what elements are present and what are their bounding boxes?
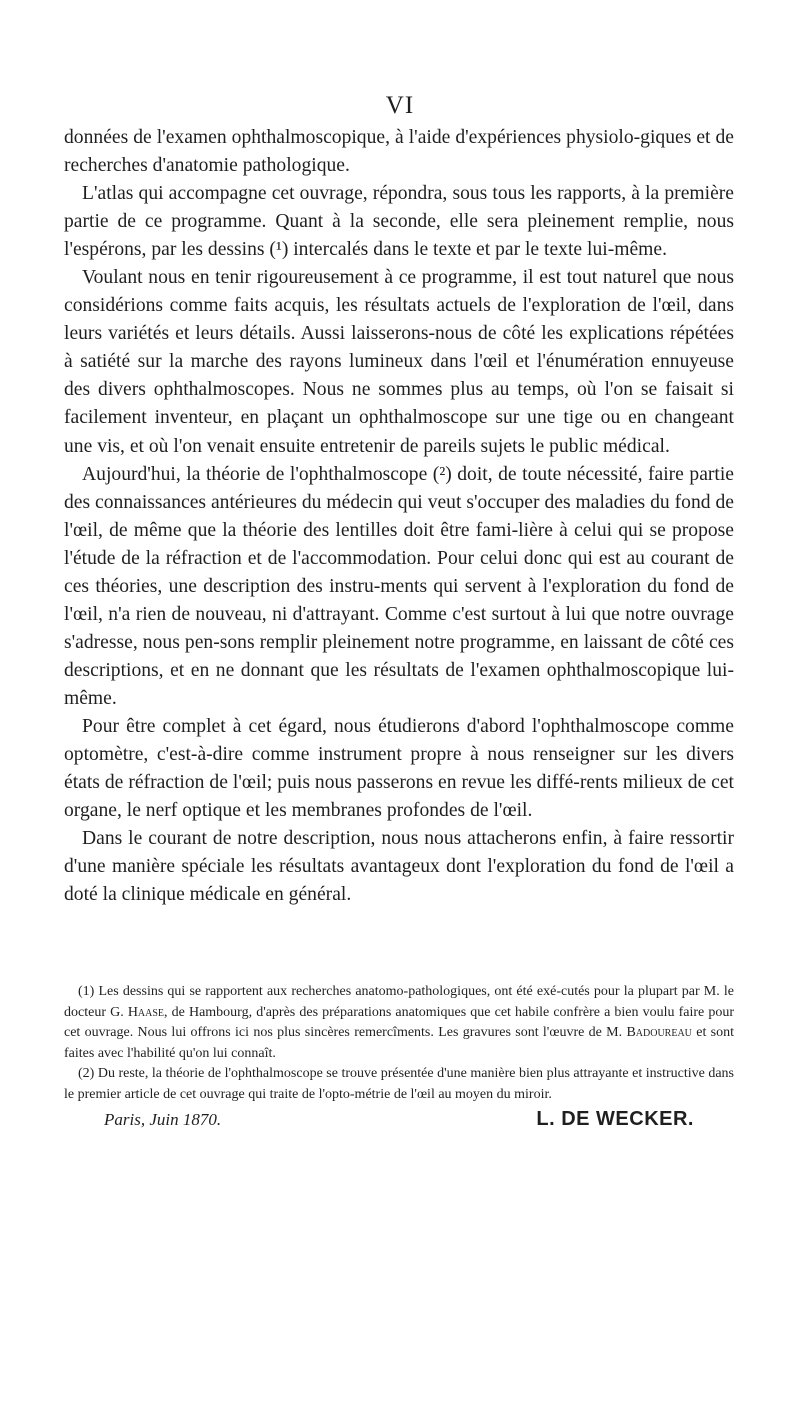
paragraph-6: Dans le courant de notre description, nous nous attacherons enfin, à faire ressortir d'une manière spéciale les résultats avantageux dont l'exploration du fond de l'œil a doté la clinique médicale en général. [64,828,734,906]
paragraph-1: données de l'examen ophthalmoscopique, à l'aide d'expériences physiolo-giques et de recherches d'anatomie pathologique. [64,127,734,177]
signature-row [64,1110,734,1140]
footnotes [64,982,734,1105]
footnote-1-text-b: , de Hambourg, d'après des préparations anatomiques que cet habile confrère a bien voulu faire pour cet ouvrage. Nous lui offrons ici nos plus sincères remercîments. Les gravures sont l'œuvre de M. [64,1004,735,1040]
footnote-1-text-c: et sont faites avec l'habilité qu'on lui connaît. [64,1025,734,1061]
body-text [64,124,734,909]
paragraph-4: Aujourd'hui, la théorie de l'ophthalmoscope (²) doit, de toute nécessité, faire partie des connaissances antérieures du médecin qui veut s'occuper des maladies du fond de l'œil, de même que la théorie des lentilles doit être fami-lière à celui qui se propose l'étude de la réfraction et de l'accommodation. Pour celui donc qui est au courant de ces théories, une description des instru-ments qui servent à l'exploration du fond de l'œil, n'a rien de nouveau, ni d'attrayant. Comme c'est surtout à lui que notre ouvrage s'adresse, nous pen-sons remplir pleinement notre programme, en laissant de côté ces descriptions, et en ne donnant que les résultats de l'examen ophthalmoscopique lui-même. [64,463,734,709]
footnote-2: (2) Du reste, la théorie de l'ophthalmoscope se trouve présentée d'une manière bien plus attrayante et instructive dans le premier article de cet ouvrage qui traite de l'opto-métrie de l'œil au moyen du miroir. [64,1066,734,1102]
paragraph-5: Pour être complet à cet égard, nous étudierons d'abord l'ophthalmoscope comme optomètre, c'est-à-dire comme instrument propre à nous renseigner sur les divers états de réfraction de l'œil; puis nous passerons en revue les diffé-rents milieux de cet organe, le nerf optique et les membranes profondes de l'œil. [64,715,734,822]
paragraph-2: L'atlas qui accompagne cet ouvrage, répondra, sous tous les rapports, à la première partie de ce programme. Quant à la seconde, elle sera pleinement remplie, nous l'espérons, par les dessins (¹) intercalés dans le texte et par le texte lui-même. [64,183,734,261]
footnote-1 [64,982,734,1064]
footnote-1-name-haase: Haase [127,1004,165,1020]
footnote-1-text-a: (1) Les dessins qui se rapportent aux recherches anatomo-pathologiques, ont été exé-cutés pour la plupart par M. le docteur G. [64,984,734,1020]
author-signature: L. DE WECKER. [536,1108,694,1130]
paragraph-3: Voulant nous en tenir rigoureusement à ce programme, il est tout naturel que nous considérions comme faits acquis, les résultats actuels de l'exploration de l'œil, dans leurs variétés et leurs détails. Aussi laisserons-nous de côté les explications répétées à satiété sur la marche des rayons lumineux dans l'œil et l'énumération ennuyeuse des divers ophthalmoscopes. Nous ne sommes plus au temps, où l'on se faisait si facilement inventeur, en plaçant un ophthalmoscope sur une tige ou en changeant une vis, et où l'on venait ensuite entretenir de pareils sujets le public médical. [64,267,734,457]
footnote-1-name-badoureau: Badoureau [626,1025,692,1040]
page-number: VI [385,92,415,119]
place-date: Paris, Juin 1870. [104,1110,222,1129]
